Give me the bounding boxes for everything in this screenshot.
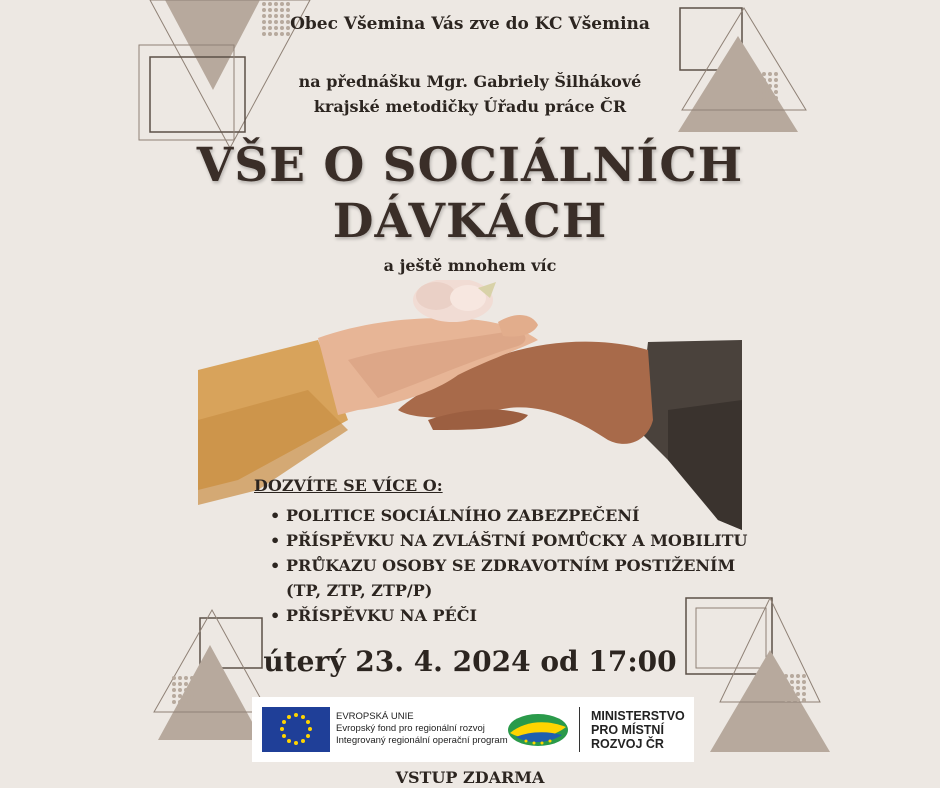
lecturer-role-line: krajské metodičky Úřadu práce ČR — [313, 97, 627, 116]
sponsor-logos — [252, 697, 694, 762]
ministry-line2: PRO MÍSTNÍ — [591, 723, 664, 737]
decor-square — [150, 57, 245, 132]
invitation-line: Obec Všemina Vás zve do KC Všemina — [290, 14, 650, 34]
ministry-logo-text — [591, 709, 685, 751]
eu-line2: Evropský fond pro regionální rozvoj — [336, 723, 485, 734]
learn-more-heading: DOZVÍTE SE VÍCE O: — [254, 476, 443, 495]
free-entry: VSTUP ZDARMA — [395, 768, 545, 787]
main-title-line1: VŠE O SOCIÁLNÍCH — [196, 138, 744, 193]
eu-logo-text — [336, 711, 508, 747]
topic-list — [286, 503, 747, 628]
ministry-line3: ROZVOJ ČR — [591, 737, 664, 751]
logo-divider — [579, 707, 580, 752]
topic-item: • PŘÍSPĚVKU NA PÉČI — [286, 603, 747, 628]
eu-flag-icon — [262, 707, 330, 752]
eu-line3: Integrovaný regionální operační program — [336, 735, 508, 746]
event-datetime: úterý 23. 4. 2024 od 17:00 — [263, 645, 677, 678]
lecturer-line: na přednášku Mgr. Gabriely Šilhákové — [298, 72, 642, 91]
flower — [413, 280, 496, 322]
main-title-line2: DÁVKÁCH — [332, 194, 608, 249]
topic-item: • POLITICE SOCIÁLNÍHO ZABEZPEČENÍ — [286, 503, 747, 528]
eu-line1: EVROPSKÁ UNIE — [336, 711, 414, 722]
ministry-line1: MINISTERSTVO — [591, 709, 685, 723]
mmr-logo-icon — [506, 711, 570, 749]
topic-item: • PRŮKAZU OSOBY SE ZDRAVOTNÍM POSTIŽENÍM — [286, 553, 747, 578]
topic-item: • PŘÍSPĚVKU NA ZVLÁŠTNÍ POMŮCKY A MOBILITU — [286, 528, 747, 553]
topic-item-continuation: (TP, ZTP, ZTP/P) — [286, 581, 433, 600]
subtitle: a ještě mnohem víc — [383, 256, 557, 275]
